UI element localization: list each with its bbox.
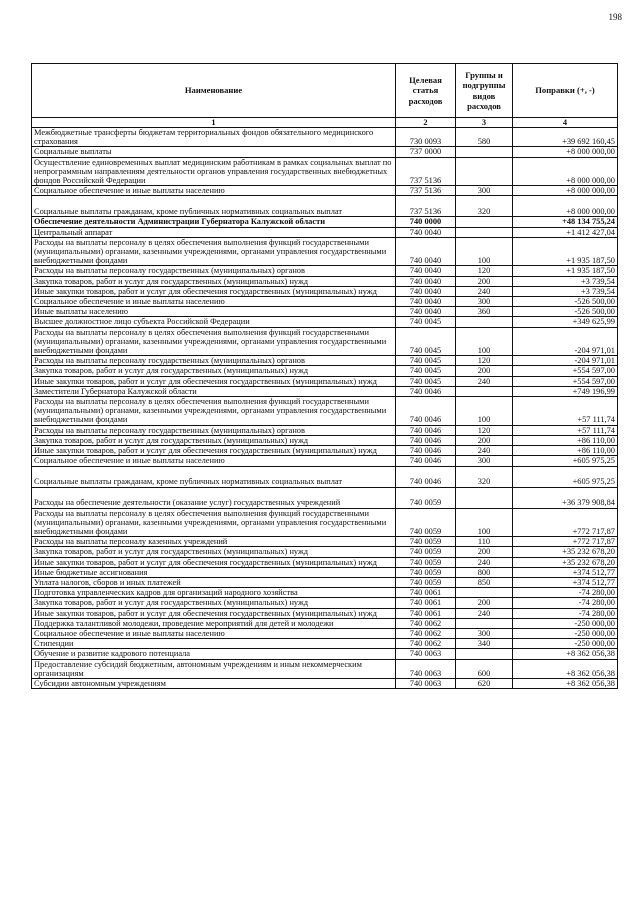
row-expense-group: 200: [456, 276, 513, 286]
row-expense-group: 360: [456, 307, 513, 317]
row-expense-group: 100: [456, 508, 513, 537]
row-name: Иные закупки товаров, работ и услуг для обеспечения государственных (муниципальных) нужд: [32, 557, 396, 567]
row-expense-group: 240: [456, 608, 513, 618]
table-row: [32, 537, 618, 547]
row-amendment: -204 971,01: [513, 356, 618, 366]
row-name: Закупка товаров, работ и услуг для государственных (муниципальных) нужд: [32, 598, 396, 608]
row-name: Иные выплаты населению: [32, 307, 396, 317]
row-expense-group: 120: [456, 266, 513, 276]
row-target-article: 740 0063: [396, 678, 456, 688]
table-row: [32, 186, 618, 196]
row-name: Расходы на выплаты персоналу в целях обеспечения выполнения функций государственными (муниципальными) органами, казенными учреждениями, органами управления государственными внебюджетными фондами: [32, 327, 396, 356]
row-amendment: +8 362 056,38: [513, 678, 618, 688]
row-expense-group: 200: [456, 366, 513, 376]
row-target-article: 740 0062: [396, 618, 456, 628]
row-target-article: 740 0040: [396, 297, 456, 307]
table-row: [32, 618, 618, 628]
row-target-article: 740 0059: [396, 487, 456, 508]
column-number: 4: [513, 118, 618, 128]
row-amendment: +57 111,74: [513, 425, 618, 435]
table-row: [32, 366, 618, 376]
row-expense-group: 300: [456, 456, 513, 466]
table-row: [32, 227, 618, 237]
table-row: [32, 588, 618, 598]
row-target-article: 740 0045: [396, 317, 456, 327]
row-amendment: +8 000 000,00: [513, 147, 618, 157]
row-expense-group: 300: [456, 628, 513, 638]
table-row: [32, 567, 618, 577]
row-target-article: 740 0046: [396, 466, 456, 487]
table-row: [32, 317, 618, 327]
row-name: Иные закупки товаров, работ и услуг для обеспечения государственных (муниципальных) нужд: [32, 608, 396, 618]
row-amendment: +86 110,00: [513, 435, 618, 445]
row-target-article: 740 0059: [396, 537, 456, 547]
row-expense-group: 240: [456, 446, 513, 456]
table-row: [32, 577, 618, 587]
table-row: [32, 386, 618, 396]
row-target-article: 740 0059: [396, 508, 456, 537]
row-expense-group: 800: [456, 567, 513, 577]
row-target-article: 730 0093: [396, 128, 456, 147]
row-target-article: 737 5136: [396, 157, 456, 186]
row-amendment: +1 935 187,50: [513, 266, 618, 276]
row-amendment: -526 500,00: [513, 297, 618, 307]
row-target-article: 740 0063: [396, 659, 456, 678]
row-amendment: +57 111,74: [513, 397, 618, 426]
row-amendment: +374 512,77: [513, 577, 618, 587]
row-target-article: 740 0061: [396, 608, 456, 618]
row-name: Обучение и развитие кадрового потенциала: [32, 649, 396, 659]
row-target-article: 740 0045: [396, 366, 456, 376]
row-name: Социальное обеспечение и иные выплаты населению: [32, 186, 396, 196]
row-amendment: +605 975,25: [513, 466, 618, 487]
row-target-article: 737 5136: [396, 196, 456, 217]
row-target-article: 737 5136: [396, 186, 456, 196]
row-name: Расходы на выплаты персоналу в целях обеспечения выполнения функций государственными (муниципальными) органами, казенными учреждениями, органами управления государственными внебюджетными фондами: [32, 237, 396, 266]
row-target-article: 740 0062: [396, 628, 456, 638]
table-row: [32, 147, 618, 157]
row-amendment: +8 000 000,00: [513, 196, 618, 217]
row-target-article: 740 0046: [396, 456, 456, 466]
header-amendments: Поправки (+, -): [513, 64, 618, 118]
table-row: [32, 487, 618, 508]
row-name: Центральный аппарат: [32, 227, 396, 237]
row-expense-group: [456, 588, 513, 598]
row-target-article: 740 0063: [396, 649, 456, 659]
row-name: Расходы на обеспечение деятельности (оказание услуг) государственных учреждений: [32, 487, 396, 508]
table-row: [32, 376, 618, 386]
row-amendment: -526 500,00: [513, 307, 618, 317]
row-name: Поддержка талантливой молодежи, проведение мероприятий для детей и молодежи: [32, 618, 396, 628]
row-name: Социальные выплаты гражданам, кроме публичных нормативных социальных выплат: [32, 466, 396, 487]
row-amendment: +35 232 678,20: [513, 547, 618, 557]
table-row: [32, 598, 618, 608]
row-name: Социальное обеспечение и иные выплаты населению: [32, 456, 396, 466]
row-name: Уплата налогов, сборов и иных платежей: [32, 577, 396, 587]
row-name: Расходы на выплаты персоналу государственных (муниципальных) органов: [32, 425, 396, 435]
table-row: [32, 639, 618, 649]
table-row: [32, 397, 618, 426]
row-target-article: 740 0040: [396, 307, 456, 317]
page-number: 198: [608, 12, 622, 22]
table-row: [32, 266, 618, 276]
row-expense-group: [456, 227, 513, 237]
table-row: [32, 678, 618, 688]
row-expense-group: 300: [456, 186, 513, 196]
row-amendment: +36 379 908,84: [513, 487, 618, 508]
row-name: Субсидии автономным учреждениям: [32, 678, 396, 688]
table-row: [32, 307, 618, 317]
table-row: [32, 659, 618, 678]
row-name: Закупка товаров, работ и услуг для государственных (муниципальных) нужд: [32, 366, 396, 376]
row-amendment: +772 717,87: [513, 537, 618, 547]
table-row: [32, 508, 618, 537]
row-expense-group: 600: [456, 659, 513, 678]
row-name: Иные закупки товаров, работ и услуг для обеспечения государственных (муниципальных) нужд: [32, 376, 396, 386]
row-name: Иные закупки товаров, работ и услуг для обеспечения государственных (муниципальных) нужд: [32, 446, 396, 456]
row-name: Социальные выплаты гражданам, кроме публичных нормативных социальных выплат: [32, 196, 396, 217]
row-amendment: +48 134 755,24: [513, 217, 618, 227]
row-name: Высшее должностное лицо субъекта Российской Федерации: [32, 317, 396, 327]
row-expense-group: 580: [456, 128, 513, 147]
row-target-article: 740 0045: [396, 356, 456, 366]
header-expense-groups: Группы и подгруппы видов расходов: [456, 64, 513, 118]
table-row: [32, 286, 618, 296]
row-expense-group: 200: [456, 598, 513, 608]
row-name: Закупка товаров, работ и услуг для государственных (муниципальных) нужд: [32, 276, 396, 286]
row-expense-group: 320: [456, 466, 513, 487]
table-row: [32, 327, 618, 356]
row-amendment: +605 975,25: [513, 456, 618, 466]
table-body: [32, 128, 618, 689]
row-amendment: -74 280,00: [513, 608, 618, 618]
row-amendment: +86 110,00: [513, 446, 618, 456]
row-target-article: 740 0046: [396, 446, 456, 456]
row-expense-group: [456, 487, 513, 508]
table-row: [32, 276, 618, 286]
row-name: Расходы на выплаты персоналу в целях обеспечения выполнения функций государственными (муниципальными) органами, казенными учреждениями, органами управления государственными внебюджетными фондами: [32, 397, 396, 426]
row-expense-group: 100: [456, 397, 513, 426]
table-row: [32, 456, 618, 466]
row-target-article: 740 0046: [396, 397, 456, 426]
table-row: [32, 547, 618, 557]
table-row: [32, 649, 618, 659]
row-expense-group: [456, 618, 513, 628]
row-expense-group: 100: [456, 237, 513, 266]
row-name: Межбюджетные трансферты бюджетам территориальных фондов обязательного медицинского страхования: [32, 128, 396, 147]
row-expense-group: 120: [456, 425, 513, 435]
row-name: Подготовка управленческих кадров для организаций народного хозяйства: [32, 588, 396, 598]
row-name: Расходы на выплаты персоналу государственных (муниципальных) органов: [32, 266, 396, 276]
column-number: 3: [456, 118, 513, 128]
row-expense-group: [456, 649, 513, 659]
column-number: 1: [32, 118, 396, 128]
row-amendment: +3 739,54: [513, 286, 618, 296]
row-expense-group: 110: [456, 537, 513, 547]
row-target-article: 740 0059: [396, 567, 456, 577]
row-expense-group: [456, 157, 513, 186]
row-expense-group: 200: [456, 435, 513, 445]
row-amendment: -204 971,01: [513, 327, 618, 356]
table-row: [32, 297, 618, 307]
row-expense-group: 300: [456, 297, 513, 307]
row-expense-group: [456, 217, 513, 227]
row-target-article: 740 0061: [396, 598, 456, 608]
row-amendment: +554 597,00: [513, 366, 618, 376]
row-name: Социальное обеспечение и иные выплаты населению: [32, 628, 396, 638]
table-row: [32, 628, 618, 638]
row-amendment: -74 280,00: [513, 588, 618, 598]
row-amendment: +1 412 427,04: [513, 227, 618, 237]
table-row: [32, 157, 618, 186]
row-target-article: 740 0040: [396, 276, 456, 286]
row-amendment: +374 512,77: [513, 567, 618, 577]
row-target-article: 740 0046: [396, 425, 456, 435]
row-name: Закупка товаров, работ и услуг для государственных (муниципальных) нужд: [32, 435, 396, 445]
row-amendment: +39 692 160,45: [513, 128, 618, 147]
table-row: [32, 237, 618, 266]
row-expense-group: 240: [456, 557, 513, 567]
row-expense-group: [456, 147, 513, 157]
row-target-article: 740 0045: [396, 327, 456, 356]
budget-amendments-table: [31, 63, 618, 689]
table-row: [32, 356, 618, 366]
row-amendment: +8 362 056,38: [513, 659, 618, 678]
row-amendment: +8 362 056,38: [513, 649, 618, 659]
row-amendment: -250 000,00: [513, 628, 618, 638]
row-amendment: +349 625,99: [513, 317, 618, 327]
row-amendment: +749 196,99: [513, 386, 618, 396]
row-name: Иные закупки товаров, работ и услуг для обеспечения государственных (муниципальных) нужд: [32, 286, 396, 296]
table-row: [32, 608, 618, 618]
row-amendment: -250 000,00: [513, 639, 618, 649]
row-expense-group: 240: [456, 376, 513, 386]
header-name: Наименование: [32, 64, 396, 118]
row-expense-group: 340: [456, 639, 513, 649]
row-target-article: 740 0062: [396, 639, 456, 649]
row-name: Социальные выплаты: [32, 147, 396, 157]
row-name: Расходы на выплаты персоналу государственных (муниципальных) органов: [32, 356, 396, 366]
table-row: [32, 446, 618, 456]
row-amendment: -250 000,00: [513, 618, 618, 628]
row-expense-group: 620: [456, 678, 513, 688]
row-name: Закупка товаров, работ и услуг для государственных (муниципальных) нужд: [32, 547, 396, 557]
row-name: Предоставление субсидий бюджетным, автономным учреждениям и иным некоммерческим организациям: [32, 659, 396, 678]
row-amendment: +3 739,54: [513, 276, 618, 286]
row-target-article: 740 0000: [396, 217, 456, 227]
row-target-article: 740 0040: [396, 237, 456, 266]
row-target-article: 740 0046: [396, 386, 456, 396]
row-target-article: 740 0040: [396, 227, 456, 237]
row-name: Стипендии: [32, 639, 396, 649]
row-target-article: 740 0061: [396, 588, 456, 598]
row-amendment: +772 717,87: [513, 508, 618, 537]
row-amendment: +8 000 000,00: [513, 186, 618, 196]
row-target-article: 737 0000: [396, 147, 456, 157]
row-name: Заместители Губернатора Калужской области: [32, 386, 396, 396]
table-row: [32, 196, 618, 217]
row-expense-group: 200: [456, 547, 513, 557]
table-row: [32, 435, 618, 445]
row-expense-group: [456, 386, 513, 396]
row-expense-group: 100: [456, 327, 513, 356]
row-amendment: +554 597,00: [513, 376, 618, 386]
row-amendment: +8 000 000,00: [513, 157, 618, 186]
row-name: Осуществление единовременных выплат медицинским работникам в рамках социальных выплат по непрограммным направлениям деятельности органов управления государственных внебюджетных фондов Российской Федерации: [32, 157, 396, 186]
row-name: Иные бюджетные ассигнования: [32, 567, 396, 577]
row-expense-group: 850: [456, 577, 513, 587]
row-name: Расходы на выплаты персоналу казенных учреждений: [32, 537, 396, 547]
table-row: [32, 557, 618, 567]
table-row: [32, 217, 618, 227]
row-amendment: +35 232 678,20: [513, 557, 618, 567]
row-target-article: 740 0046: [396, 435, 456, 445]
column-number: 2: [396, 118, 456, 128]
row-amendment: +1 935 187,50: [513, 237, 618, 266]
row-expense-group: 120: [456, 356, 513, 366]
table-row: [32, 425, 618, 435]
row-name: Обеспечение деятельности Администрации Губернатора Калужской области: [32, 217, 396, 227]
row-target-article: 740 0059: [396, 577, 456, 587]
row-expense-group: 240: [456, 286, 513, 296]
table-row: [32, 128, 618, 147]
row-amendment: -74 280,00: [513, 598, 618, 608]
table-row: [32, 466, 618, 487]
row-expense-group: 320: [456, 196, 513, 217]
row-name: Социальное обеспечение и иные выплаты населению: [32, 297, 396, 307]
row-expense-group: [456, 317, 513, 327]
row-target-article: 740 0059: [396, 547, 456, 557]
row-name: Расходы на выплаты персоналу в целях обеспечения выполнения функций государственными (муниципальными) органами, казенными учреждениями, органами управления государственными внебюджетными фондами: [32, 508, 396, 537]
row-target-article: 740 0040: [396, 266, 456, 276]
row-target-article: 740 0040: [396, 286, 456, 296]
row-target-article: 740 0045: [396, 376, 456, 386]
header-target-article: Целевая статья расходов: [396, 64, 456, 118]
row-target-article: 740 0059: [396, 557, 456, 567]
